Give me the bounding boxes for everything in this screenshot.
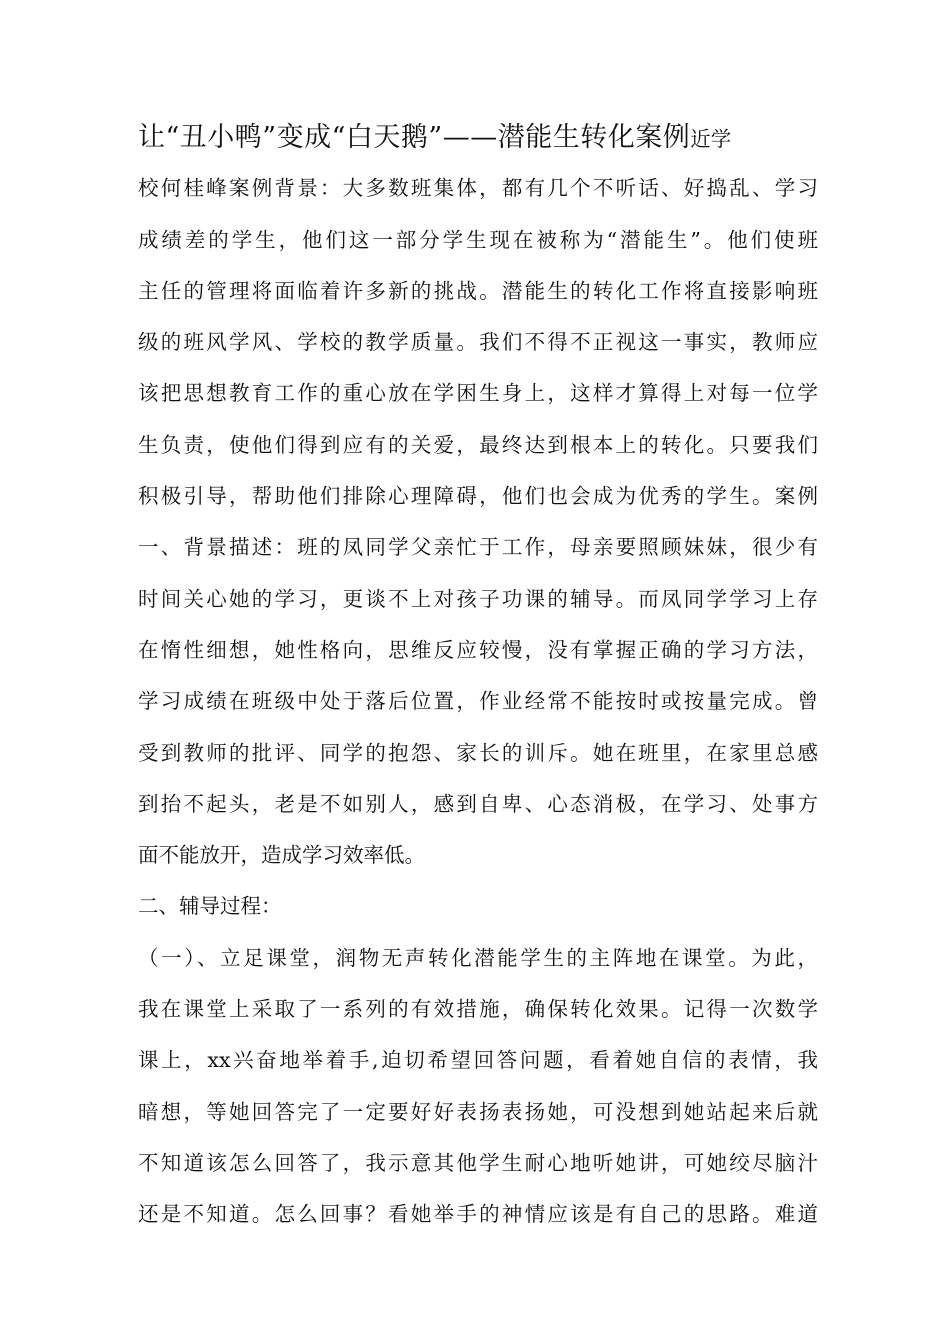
body-line: 我在课堂上采取了一系列的有效措施，确保转化效果。记得一次数学	[138, 997, 818, 1022]
body-line: 不知道该怎么回答了，我示意其他学生耐心地听她讲，可她绞尽脑汁	[138, 1150, 818, 1175]
body-line: 积极引导，帮助他们排除心理障碍，他们也会成为优秀的学生。案例	[138, 484, 818, 509]
body-line: 学习成绩在班级中处于落后位置，作业经常不能按时或按量完成。曾	[138, 689, 818, 714]
body-line: 还是不知道。怎么回事？看她举手的神情应该是有自己的思路。难道	[138, 1202, 818, 1227]
body-line: （一）、立足课堂，润物无声转化潜能学生的主阵地在课堂。为此，	[138, 945, 818, 970]
body-line: 一、背景描述：班的凤同学父亲忙于工作，母亲要照顾妹妹，很少有	[138, 535, 818, 560]
title-line	[138, 112, 818, 163]
body-line: 面不能放开，造成学习效率低。	[138, 843, 425, 868]
document-body	[138, 112, 818, 1241]
body-line: 到抬不起头，老是不如别人，感到自卑、心态消极，在学习、处事方	[138, 791, 818, 816]
body-line: 校何桂峰案例背景：大多数班集体，都有几个不听话、好捣乱、学习	[138, 176, 818, 201]
body-line: 主任的管理将面临着许多新的挑战。潜能生的转化工作将直接影响班	[138, 278, 818, 303]
body-line: 成绩差的学生，他们这一部分学生现在被称为“潜能生”。他们使班	[138, 227, 818, 252]
title-tail-text: 近学	[690, 127, 732, 151]
section-heading: 二、辅导过程：	[138, 894, 282, 919]
body-line: 时间关心她的学习，更谈不上对孩子功课的辅导。而凤同学学习上存	[138, 586, 818, 611]
body-line: 生负责，使他们得到应有的关爱，最终达到根本上的转化。只要我们	[138, 432, 818, 457]
body-line: 课上，xx兴奋地举着手,迫切希望回答问题，看着她自信的表情，我	[138, 1048, 818, 1073]
body-line: 该把思想教育工作的重心放在学困生身上，这样才算得上对每一位学	[138, 381, 818, 406]
body-line: 级的班风学风、学校的教学质量。我们不得不正视这一事实，教师应	[138, 330, 818, 355]
body-line: 在惰性细想，她性格向，思维反应较慢，没有掌握正确的学习方法，	[138, 637, 818, 662]
body-line: 暗想，等她回答完了一定要好好表扬表扬她，可没想到她站起来后就	[138, 1099, 818, 1124]
document-title: 让“丑小鸭”变成“白天鹅”——潜能生转化案例	[138, 122, 691, 153]
body-line: 受到教师的批评、同学的抱怨、家长的训斥。她在班里，在家里总感	[138, 740, 818, 765]
